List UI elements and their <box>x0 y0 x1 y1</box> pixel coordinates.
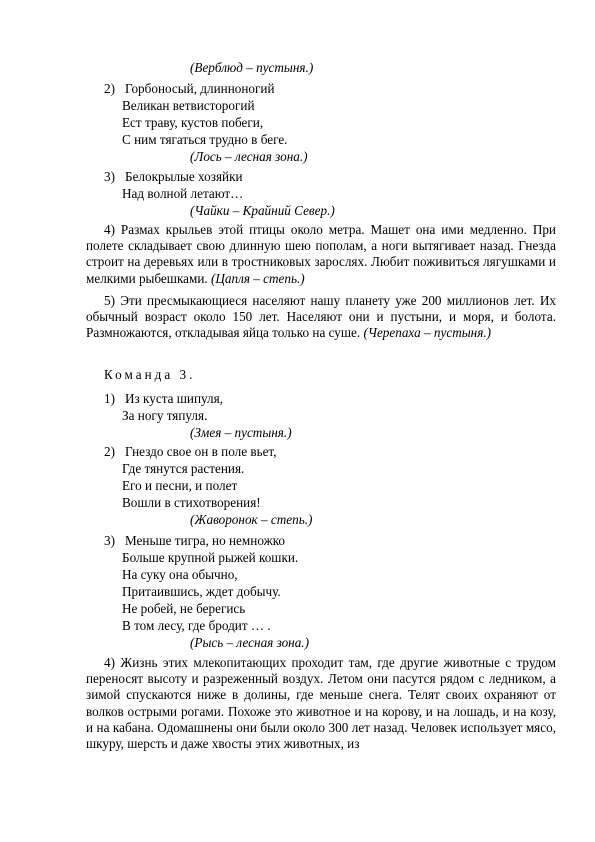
riddle-line: Где тянутся растения. <box>122 461 245 476</box>
riddle-line: Великан ветвисторогий <box>122 98 255 113</box>
riddle-number: 2) <box>104 81 115 96</box>
paragraph-text: 4) Размах крыльев этой птицы около метра. Машет она ими медленно. При полете складывает свою длинную шею пополам, а ноги вытягивает назад. Гнезда строит на деревьях или в тростниковых зарослях. Любит поживиться лягушками и мелкими рыбешками. <box>86 222 556 286</box>
riddle-line: Белокрылые хозяйки <box>125 169 243 184</box>
paragraph-answer: (Цапля – степь.) <box>211 270 305 286</box>
paragraph-4 <box>86 655 556 752</box>
riddle-line: Притаившись, ждет добычу. <box>122 584 281 599</box>
riddle-number: 1) <box>104 391 115 406</box>
paragraph-text: 4) Жизнь этих млекопитающих проходит там, где другие животные с трудом переносят высоту и разреженный воздух. Летом они пасутся рядом с ледником, а зимой спускаются ниже в долины, где меньше снега. Телят своих охраняют от волков острыми рогами. Похоже это животное и на корову, и на лошадь, и на козу, и на кабана. Одомашнены они были около 300 лет назад. Человек использует мясо, шкуру, шерсть и даже хвосты этих животных, из <box>86 655 556 752</box>
paragraph-text: 5) Эти пресмыкающиеся населяют нашу планету уже 200 миллионов лет. Их обычный возраст около 150 лет. Населяют они и пустыни, и моря, и болота. Размножаются, откладывая яйца только на суше. <box>86 293 556 341</box>
riddle-line: В том лесу, где бродит … . <box>122 618 271 633</box>
riddle-line: Горбоносый, длинноногий <box>125 81 275 96</box>
riddle-line: Меньше тигра, но немножко <box>125 533 286 548</box>
riddle-line: Над волной летают… <box>122 186 244 201</box>
riddle-line: Вошли в стихотворения! <box>122 495 261 510</box>
riddle-answer: (Жаворонок – степь.) <box>190 512 313 527</box>
paragraph-5 <box>86 293 556 342</box>
riddle-line: Больше крупной рыжей кошки. <box>122 550 299 565</box>
paragraph-4 <box>86 222 556 287</box>
riddle-answer: (Змея – пустыня.) <box>190 425 292 440</box>
riddle-number: 2) <box>104 444 115 459</box>
riddle-line: Гнездо свое он в поле вьет, <box>125 444 277 459</box>
riddle-line: С ним тягаться трудно в беге. <box>122 132 288 147</box>
riddle-answer: (Чайки – Крайний Север.) <box>190 203 335 218</box>
riddle-number: 3) <box>104 169 115 184</box>
riddle-line: На суку она обычно, <box>122 567 238 582</box>
riddle-line: Его и песни, и полет <box>122 478 238 493</box>
riddle-line: Не робей, не берегись <box>122 601 246 616</box>
riddle-line: За ногу тяпуля. <box>122 408 208 423</box>
paragraph-answer: (Черепаха – пустыня.) <box>363 325 492 341</box>
team-heading: Команда 3. <box>104 367 196 382</box>
riddle-answer: (Лось – лесная зона.) <box>190 149 308 164</box>
riddle-number: 3) <box>104 533 115 548</box>
riddle-line: Ест траву, кустов побеги, <box>122 115 264 130</box>
riddle-line: Из куста шипуля, <box>125 391 223 406</box>
riddle-answer: (Верблюд – пустыня.) <box>190 60 314 75</box>
riddle-answer: (Рысь – лесная зона.) <box>190 635 309 650</box>
